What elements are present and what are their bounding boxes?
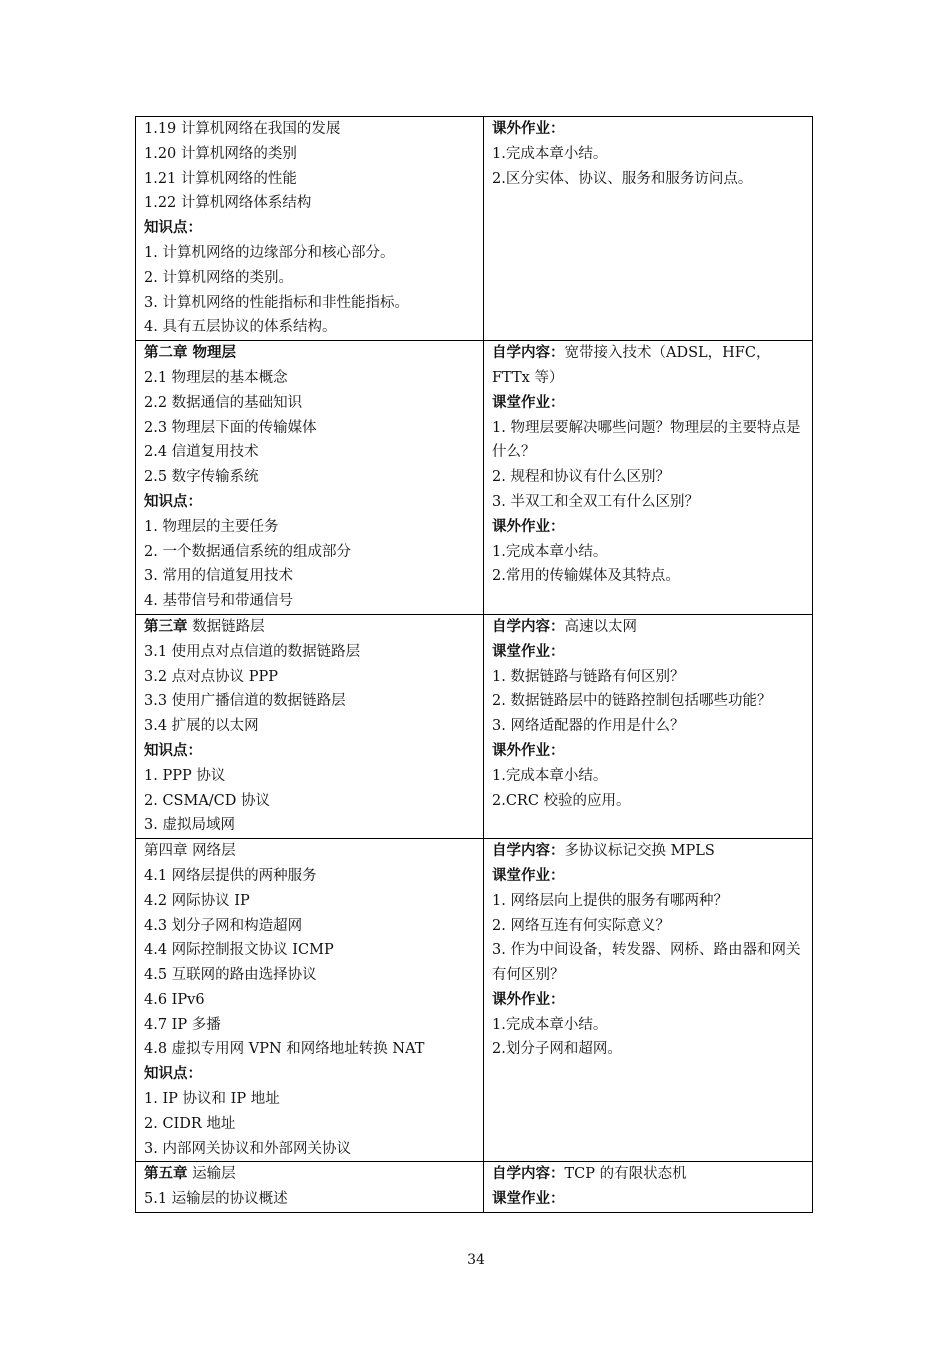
line-label: 知识点： — [144, 219, 202, 237]
cell-line — [492, 391, 806, 416]
cell-line — [144, 938, 477, 963]
cell-line — [492, 689, 806, 714]
line-label: 课堂作业： — [492, 642, 565, 660]
syllabus-table — [135, 116, 813, 1213]
line-text: 2.CRC 校验的应用。 — [492, 792, 631, 809]
line-label: 知识点： — [144, 492, 202, 510]
line-label: 课堂作业： — [492, 393, 565, 411]
cell-line — [144, 564, 477, 589]
line-text: 2. 规程和协议有什么区别？ — [492, 469, 670, 486]
line-text: TCP 的有限状态机 — [564, 1166, 687, 1183]
line-text: 2. CSMA/CD 协议 — [144, 792, 271, 809]
line-label: 课外作业： — [492, 990, 565, 1008]
line-text: 1. 数据链路与链路有何区别？ — [492, 668, 685, 685]
cell-line — [144, 963, 477, 988]
line-text: 1. IP 协议和 IP 地址 — [144, 1091, 280, 1108]
cell-line — [144, 216, 477, 241]
cell-line — [144, 366, 477, 391]
table-row — [136, 117, 813, 341]
cell-line — [492, 1013, 806, 1038]
line-label: 课外作业： — [492, 741, 565, 759]
cell-line — [144, 1162, 477, 1187]
line-text: 4. 基带信号和带通信号 — [144, 593, 293, 610]
line-text: 多协议标记交换 MPLS — [564, 843, 715, 860]
line-text: 3. 网络适配器的作用是什么？ — [492, 718, 685, 735]
cell-line — [144, 167, 477, 192]
cell-line — [492, 515, 806, 540]
cell-line — [492, 889, 806, 914]
line-text: 4.8 虚拟专用网 VPN 和网络地址转换 NAT — [144, 1041, 425, 1058]
cell-line — [492, 665, 806, 690]
cell-line — [144, 142, 477, 167]
line-text: 1.19 计算机网络在我国的发展 — [144, 121, 341, 137]
cell-line — [144, 315, 477, 340]
line-text: 2. 网络互连有何实际意义？ — [492, 917, 670, 934]
cell-line — [144, 465, 477, 490]
line-label: 自学内容： — [492, 344, 565, 362]
cell-line — [144, 440, 477, 465]
line-text: 2. CIDR 地址 — [144, 1115, 236, 1132]
line-text: 4.2 网际协议 IP — [144, 892, 250, 909]
cell-line — [144, 391, 477, 416]
line-text: 第四章 网络层 — [144, 843, 236, 860]
line-text: 2.常用的传输媒体及其特点。 — [492, 568, 680, 585]
line-text: 高速以太网 — [564, 618, 637, 635]
line-label: 第五章 — [144, 1165, 188, 1183]
cell-line — [492, 914, 806, 939]
cell-line — [492, 1187, 806, 1212]
line-text: 3. 半双工和全双工有什么区别？ — [492, 493, 699, 510]
cell-line — [144, 1137, 477, 1162]
line-text: 宽带接入技术（ADSL，HFC，FTTx 等） — [492, 345, 771, 386]
cell-line — [144, 1087, 477, 1112]
line-text: 2. 一个数据通信系统的组成部分 — [144, 543, 351, 560]
line-text: 1.20 计算机网络的类别 — [144, 145, 297, 162]
cell-line — [144, 1013, 477, 1038]
line-label: 自学内容： — [492, 842, 565, 860]
cell-line — [144, 515, 477, 540]
topics-cell — [136, 614, 484, 838]
cell-line — [144, 988, 477, 1013]
page-number: 34 — [467, 1252, 485, 1268]
line-text: 2.1 物理层的基本概念 — [144, 369, 288, 386]
cell-line — [144, 665, 477, 690]
line-text: 4.7 IP 多播 — [144, 1016, 221, 1033]
cell-line — [144, 117, 477, 142]
line-text: 4.3 划分子网和构造超网 — [144, 917, 303, 934]
line-text: 3. 作为中间设备，转发器、网桥、路由器和网关有何区别？ — [492, 942, 801, 984]
table-row — [136, 614, 813, 838]
line-text: 1.完成本章小结。 — [492, 767, 608, 784]
line-text: 2.3 物理层下面的传输媒体 — [144, 419, 317, 436]
cell-line — [144, 191, 477, 216]
line-text: 1.22 计算机网络体系结构 — [144, 195, 312, 212]
line-label: 知识点： — [144, 741, 202, 759]
cell-line — [492, 764, 806, 789]
cell-line — [144, 266, 477, 291]
cell-line — [492, 564, 806, 589]
cell-line — [144, 789, 477, 814]
line-text: 2. 计算机网络的类别。 — [144, 269, 293, 286]
cell-line — [144, 689, 477, 714]
cell-line — [144, 889, 477, 914]
line-text: 1.21 计算机网络的性能 — [144, 170, 297, 187]
line-label: 课堂作业： — [492, 866, 565, 884]
line-text: 3.1 使用点对点信道的数据链路层 — [144, 643, 361, 660]
assignments-cell — [484, 117, 813, 341]
cell-line — [492, 615, 806, 640]
cell-line — [144, 1187, 477, 1212]
line-text: 1.完成本章小结。 — [492, 145, 608, 162]
line-text: 4.1 网络层提供的两种服务 — [144, 867, 317, 884]
line-text: 2.划分子网和超网。 — [492, 1041, 622, 1058]
line-text: 2.4 信道复用技术 — [144, 444, 259, 461]
cell-line — [492, 789, 806, 814]
cell-line — [144, 839, 477, 864]
cell-line — [492, 416, 806, 466]
line-label: 知识点： — [144, 1065, 202, 1083]
cell-line — [492, 988, 806, 1013]
cell-line — [144, 864, 477, 889]
line-text: 1. 物理层要解决哪些问题？物理层的主要特点是什么？ — [492, 419, 801, 461]
assignments-cell — [484, 1162, 813, 1213]
line-text: 1. 网络层向上提供的服务有哪两种？ — [492, 892, 728, 909]
cell-line — [144, 241, 477, 266]
cell-line — [492, 640, 806, 665]
line-text: 数据链路层 — [187, 618, 265, 635]
cell-line — [492, 1037, 806, 1062]
topics-cell — [136, 341, 484, 615]
line-label: 课堂作业： — [492, 1190, 565, 1208]
cell-line — [144, 914, 477, 939]
line-label: 第二章 物理层 — [144, 344, 237, 362]
cell-line — [492, 167, 806, 192]
cell-line — [144, 341, 477, 366]
line-label: 第三章 — [144, 617, 188, 635]
table-row — [136, 839, 813, 1162]
cell-line — [144, 813, 477, 838]
line-label: 课外作业： — [492, 517, 565, 535]
line-text: 运输层 — [187, 1166, 236, 1183]
cell-line — [144, 416, 477, 441]
topics-cell — [136, 1162, 484, 1213]
cell-line — [144, 1037, 477, 1062]
cell-line — [492, 839, 806, 864]
assignments-cell — [484, 839, 813, 1162]
cell-line — [144, 714, 477, 739]
line-text: 3. 计算机网络的性能指标和非性能指标。 — [144, 294, 409, 311]
line-text: 2.2 数据通信的基础知识 — [144, 394, 303, 411]
topics-cell — [136, 839, 484, 1162]
line-text: 3.3 使用广播信道的数据链路层 — [144, 693, 346, 710]
line-text: 4.6 IPv6 — [144, 991, 205, 1008]
cell-line — [144, 640, 477, 665]
cell-line — [492, 540, 806, 565]
line-text: 2.区分实体、协议、服务和服务访问点。 — [492, 170, 753, 187]
cell-line — [492, 490, 806, 515]
line-text: 2. 数据链路层中的链路控制包括哪些功能？ — [492, 693, 772, 710]
line-text: 3.4 扩展的以太网 — [144, 718, 259, 735]
cell-line — [492, 117, 806, 142]
line-text: 1. 计算机网络的边缘部分和核心部分。 — [144, 244, 395, 261]
line-text: 4.5 互联网的路由选择协议 — [144, 967, 317, 984]
line-text: 1.完成本章小结。 — [492, 1016, 608, 1033]
cell-line — [144, 1112, 477, 1137]
line-text: 4. 具有五层协议的体系结构。 — [144, 319, 337, 336]
cell-line — [144, 589, 477, 614]
cell-line — [492, 864, 806, 889]
line-label: 课外作业： — [492, 120, 565, 137]
cell-line — [492, 142, 806, 167]
cell-line — [144, 615, 477, 640]
line-text: 1. 物理层的主要任务 — [144, 518, 279, 535]
cell-line — [144, 291, 477, 316]
cell-line — [492, 341, 806, 391]
cell-line — [492, 714, 806, 739]
cell-line — [144, 764, 477, 789]
line-text: 3. 常用的信道复用技术 — [144, 568, 293, 585]
table-row — [136, 1162, 813, 1213]
cell-line — [144, 540, 477, 565]
cell-line — [492, 739, 806, 764]
topics-cell — [136, 117, 484, 341]
line-text: 3. 内部网关协议和外部网关协议 — [144, 1140, 351, 1157]
line-text: 3. 虚拟局域网 — [144, 817, 235, 834]
cell-line — [492, 465, 806, 490]
line-text: 2.5 数字传输系统 — [144, 469, 259, 486]
cell-line — [144, 739, 477, 764]
assignments-cell — [484, 341, 813, 615]
assignments-cell — [484, 614, 813, 838]
line-text: 5.1 运输层的协议概述 — [144, 1191, 288, 1208]
cell-line — [492, 938, 806, 988]
line-text: 1.完成本章小结。 — [492, 543, 608, 560]
line-label: 自学内容： — [492, 1165, 565, 1183]
line-text: 4.4 网际控制报文协议 ICMP — [144, 942, 334, 959]
cell-line — [144, 1062, 477, 1087]
cell-line — [492, 1162, 806, 1187]
line-label: 自学内容： — [492, 617, 565, 635]
syllabus-table-body — [136, 117, 813, 1213]
table-row — [136, 341, 813, 615]
cell-line — [144, 490, 477, 515]
line-text: 3.2 点对点协议 PPP — [144, 668, 279, 685]
line-text: 1. PPP 协议 — [144, 767, 226, 784]
